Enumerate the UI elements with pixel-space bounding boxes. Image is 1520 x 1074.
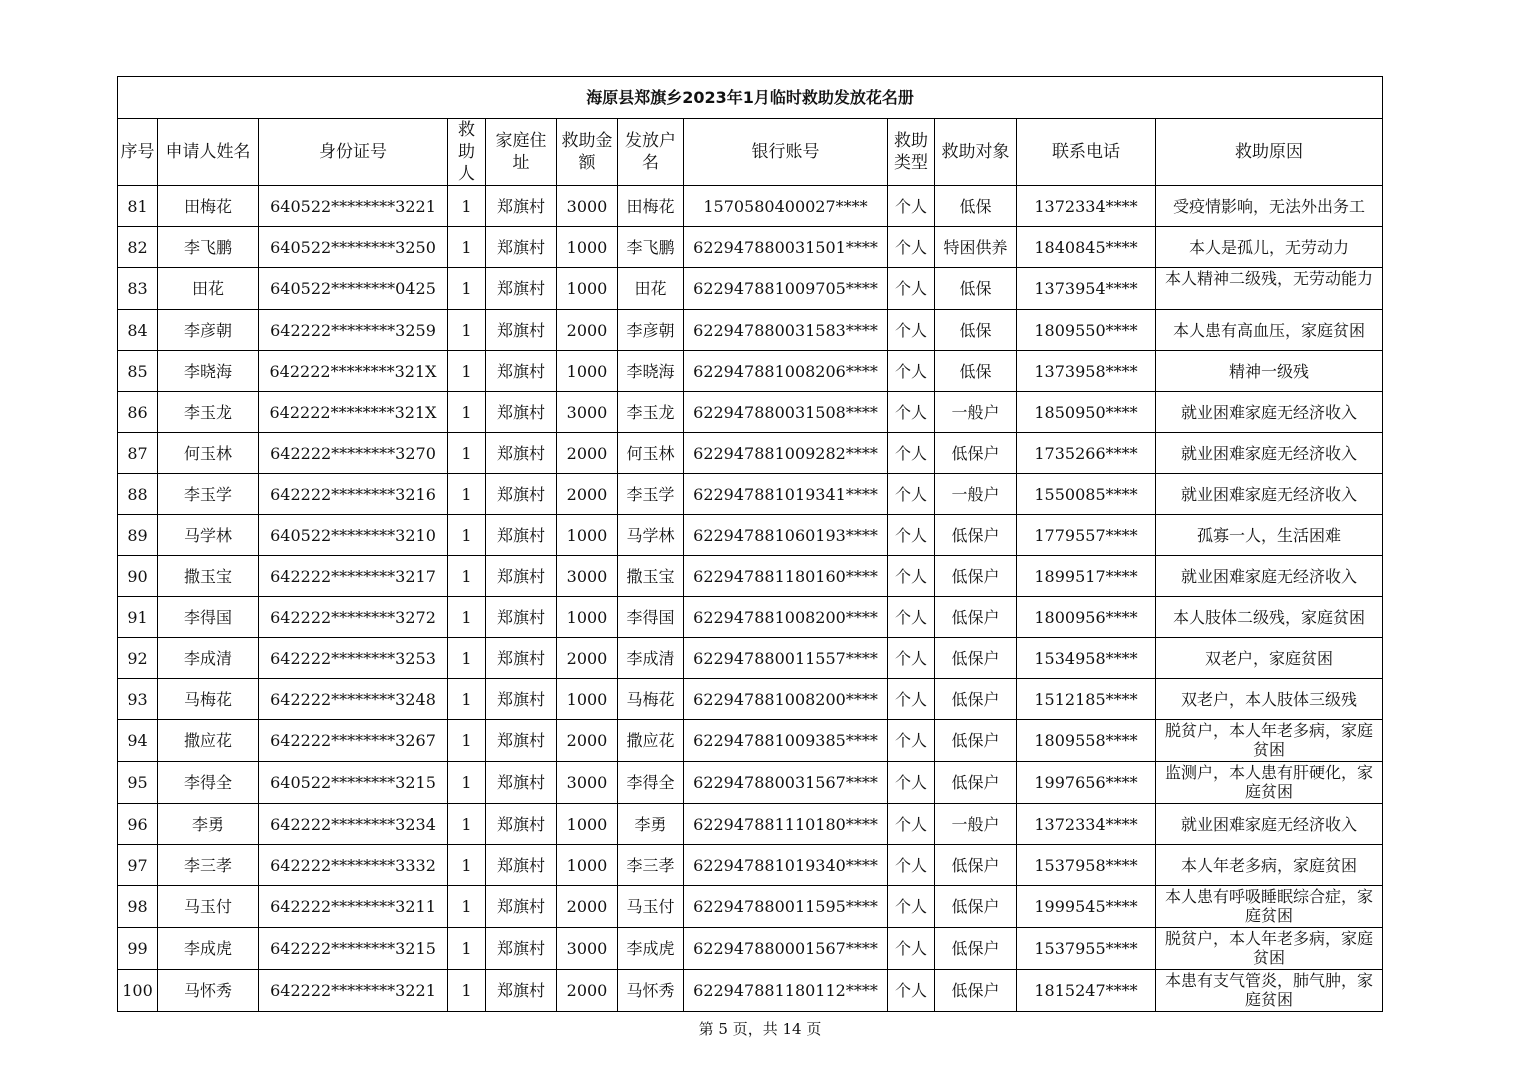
cell-relief-target: 特困供养 bbox=[935, 227, 1017, 268]
cell-reason bbox=[1156, 970, 1383, 1012]
cell-reason bbox=[1156, 556, 1383, 597]
cell-amount: 3000 bbox=[557, 186, 618, 227]
cell-recipient-count: 1 bbox=[448, 474, 486, 515]
cell-reason bbox=[1156, 268, 1383, 310]
header-applicant-name: 申请人姓名 bbox=[158, 119, 259, 186]
cell-applicant-name: 撒应花 bbox=[158, 720, 259, 762]
cell-recipient-count: 1 bbox=[448, 268, 486, 310]
cell-phone: 1840845**** bbox=[1017, 227, 1156, 268]
cell-bank-account: 622947881009705**** bbox=[684, 268, 888, 310]
cell-reason bbox=[1156, 638, 1383, 679]
cell-relief-target: 低保户 bbox=[935, 928, 1017, 970]
table-row bbox=[118, 186, 1383, 227]
cell-reason bbox=[1156, 227, 1383, 268]
cell-address: 郑旗村 bbox=[486, 970, 557, 1012]
cell-recipient-count: 1 bbox=[448, 970, 486, 1012]
cell-applicant-name: 李得国 bbox=[158, 597, 259, 638]
cell-reason bbox=[1156, 515, 1383, 556]
cell-account-holder: 马梅花 bbox=[618, 679, 684, 720]
cell-bank-account: 622947881019341**** bbox=[684, 474, 888, 515]
cell-id-number: 642222********3215 bbox=[259, 928, 448, 970]
cell-address: 郑旗村 bbox=[486, 351, 557, 392]
cell-relief-type: 个人 bbox=[888, 597, 935, 638]
cell-seq: 87 bbox=[118, 433, 158, 474]
cell-bank-account: 622947880011595**** bbox=[684, 886, 888, 928]
cell-phone: 1537958**** bbox=[1017, 845, 1156, 886]
cell-amount: 3000 bbox=[557, 556, 618, 597]
cell-phone: 1999545**** bbox=[1017, 886, 1156, 928]
cell-amount: 2000 bbox=[557, 886, 618, 928]
cell-applicant-name: 李飞鹏 bbox=[158, 227, 259, 268]
cell-account-holder: 田梅花 bbox=[618, 186, 684, 227]
cell-id-number: 642222********3221 bbox=[259, 970, 448, 1012]
cell-relief-type: 个人 bbox=[888, 638, 935, 679]
table-row bbox=[118, 556, 1383, 597]
cell-phone: 1997656**** bbox=[1017, 762, 1156, 804]
header-address: 家庭住址 bbox=[486, 119, 557, 186]
cell-amount: 3000 bbox=[557, 392, 618, 433]
cell-relief-target: 低保户 bbox=[935, 679, 1017, 720]
cell-address: 郑旗村 bbox=[486, 515, 557, 556]
cell-address: 郑旗村 bbox=[486, 556, 557, 597]
cell-phone: 1809550**** bbox=[1017, 310, 1156, 351]
cell-phone: 1550085**** bbox=[1017, 474, 1156, 515]
cell-id-number: 642222********3211 bbox=[259, 886, 448, 928]
cell-relief-type: 个人 bbox=[888, 970, 935, 1012]
table-row bbox=[118, 268, 1383, 310]
cell-account-holder: 撒玉宝 bbox=[618, 556, 684, 597]
cell-amount: 1000 bbox=[557, 268, 618, 310]
cell-reason bbox=[1156, 845, 1383, 886]
cell-applicant-name: 田花 bbox=[158, 268, 259, 310]
cell-bank-account: 622947881009282**** bbox=[684, 433, 888, 474]
cell-amount: 1000 bbox=[557, 845, 618, 886]
cell-applicant-name: 李得全 bbox=[158, 762, 259, 804]
cell-recipient-count: 1 bbox=[448, 351, 486, 392]
table-row bbox=[118, 804, 1383, 845]
cell-amount: 2000 bbox=[557, 720, 618, 762]
table-row bbox=[118, 845, 1383, 886]
reason-text: 本人年老多病，家庭贫困 bbox=[1181, 855, 1358, 875]
reason-text: 本人患有高血压，家庭贫困 bbox=[1173, 320, 1366, 340]
cell-amount: 1000 bbox=[557, 679, 618, 720]
cell-reason bbox=[1156, 186, 1383, 227]
header-id-number: 身份证号 bbox=[259, 119, 448, 186]
cell-relief-target: 低保户 bbox=[935, 515, 1017, 556]
cell-id-number: 642222********3248 bbox=[259, 679, 448, 720]
cell-bank-account: 622947880031508**** bbox=[684, 392, 888, 433]
cell-applicant-name: 马学林 bbox=[158, 515, 259, 556]
cell-relief-target: 低保户 bbox=[935, 556, 1017, 597]
cell-relief-type: 个人 bbox=[888, 227, 935, 268]
cell-seq: 92 bbox=[118, 638, 158, 679]
cell-id-number: 642222********3259 bbox=[259, 310, 448, 351]
cell-recipient-count: 1 bbox=[448, 845, 486, 886]
table-row bbox=[118, 227, 1383, 268]
cell-phone: 1512185**** bbox=[1017, 679, 1156, 720]
cell-account-holder: 李三孝 bbox=[618, 845, 684, 886]
cell-reason bbox=[1156, 928, 1383, 970]
cell-phone: 1373958**** bbox=[1017, 351, 1156, 392]
header-account-holder: 发放户名 bbox=[618, 119, 684, 186]
reason-text: 双老户，家庭贫困 bbox=[1205, 648, 1334, 668]
table-row bbox=[118, 597, 1383, 638]
cell-bank-account: 622947881008200**** bbox=[684, 597, 888, 638]
reason-text: 就业困难家庭无经济收入 bbox=[1181, 566, 1358, 586]
cell-phone: 1809558**** bbox=[1017, 720, 1156, 762]
cell-relief-target: 低保户 bbox=[935, 638, 1017, 679]
cell-amount: 3000 bbox=[557, 928, 618, 970]
reason-text: 精神一级残 bbox=[1229, 361, 1310, 381]
header-row bbox=[118, 119, 1383, 186]
table-row bbox=[118, 679, 1383, 720]
cell-address: 郑旗村 bbox=[486, 638, 557, 679]
cell-address: 郑旗村 bbox=[486, 928, 557, 970]
reason-text: 脱贫户，本人年老多病，家庭贫困 bbox=[1165, 929, 1374, 967]
table-row bbox=[118, 970, 1383, 1012]
table-row bbox=[118, 886, 1383, 928]
cell-id-number: 642222********3332 bbox=[259, 845, 448, 886]
cell-account-holder: 撒应花 bbox=[618, 720, 684, 762]
table-row bbox=[118, 310, 1383, 351]
cell-phone: 1779557**** bbox=[1017, 515, 1156, 556]
cell-recipient-count: 1 bbox=[448, 515, 486, 556]
cell-address: 郑旗村 bbox=[486, 392, 557, 433]
cell-account-holder: 李成虎 bbox=[618, 928, 684, 970]
cell-relief-target: 低保 bbox=[935, 310, 1017, 351]
table-row bbox=[118, 433, 1383, 474]
cell-bank-account: 622947880031501**** bbox=[684, 227, 888, 268]
cell-reason bbox=[1156, 720, 1383, 762]
cell-reason bbox=[1156, 597, 1383, 638]
reason-text: 本人精神二级残，无劳动能力 bbox=[1165, 269, 1374, 288]
cell-id-number: 640522********3221 bbox=[259, 186, 448, 227]
relief-roster-table bbox=[117, 76, 1383, 1012]
cell-bank-account: 622947881180160**** bbox=[684, 556, 888, 597]
cell-seq: 95 bbox=[118, 762, 158, 804]
cell-seq: 97 bbox=[118, 845, 158, 886]
cell-account-holder: 李晓海 bbox=[618, 351, 684, 392]
cell-relief-target: 低保户 bbox=[935, 970, 1017, 1012]
reason-text: 本人肢体二级残，家庭贫困 bbox=[1173, 607, 1366, 627]
cell-relief-type: 个人 bbox=[888, 762, 935, 804]
cell-relief-target: 低保户 bbox=[935, 597, 1017, 638]
cell-seq: 98 bbox=[118, 886, 158, 928]
cell-phone: 1537955**** bbox=[1017, 928, 1156, 970]
cell-amount: 2000 bbox=[557, 970, 618, 1012]
header-recipient-count: 救助人 bbox=[448, 119, 486, 186]
cell-applicant-name: 李三孝 bbox=[158, 845, 259, 886]
cell-seq: 82 bbox=[118, 227, 158, 268]
cell-bank-account: 622947880031583**** bbox=[684, 310, 888, 351]
cell-phone: 1815247**** bbox=[1017, 970, 1156, 1012]
table-row bbox=[118, 762, 1383, 804]
cell-address: 郑旗村 bbox=[486, 845, 557, 886]
cell-relief-type: 个人 bbox=[888, 433, 935, 474]
cell-bank-account: 622947881008200**** bbox=[684, 679, 888, 720]
cell-id-number: 642222********3270 bbox=[259, 433, 448, 474]
cell-relief-target: 一般户 bbox=[935, 392, 1017, 433]
cell-address: 郑旗村 bbox=[486, 474, 557, 515]
cell-relief-target: 低保户 bbox=[935, 720, 1017, 762]
cell-recipient-count: 1 bbox=[448, 804, 486, 845]
cell-bank-account: 622947881110180**** bbox=[684, 804, 888, 845]
cell-relief-target: 低保户 bbox=[935, 886, 1017, 928]
reason-text: 监测户，本人患有肝硬化，家庭贫困 bbox=[1165, 763, 1374, 801]
cell-recipient-count: 1 bbox=[448, 597, 486, 638]
header-relief-type: 救助类型 bbox=[888, 119, 935, 186]
cell-amount: 2000 bbox=[557, 310, 618, 351]
reason-text: 就业困难家庭无经济收入 bbox=[1181, 443, 1358, 463]
cell-bank-account: 622947881008206**** bbox=[684, 351, 888, 392]
cell-account-holder: 李彦朝 bbox=[618, 310, 684, 351]
cell-account-holder: 李玉龙 bbox=[618, 392, 684, 433]
cell-bank-account: 622947881019340**** bbox=[684, 845, 888, 886]
cell-recipient-count: 1 bbox=[448, 638, 486, 679]
cell-applicant-name: 李成清 bbox=[158, 638, 259, 679]
cell-bank-account: 622947880011557**** bbox=[684, 638, 888, 679]
cell-address: 郑旗村 bbox=[486, 433, 557, 474]
cell-phone: 1735266**** bbox=[1017, 433, 1156, 474]
cell-relief-target: 低保 bbox=[935, 351, 1017, 392]
cell-amount: 2000 bbox=[557, 433, 618, 474]
cell-seq: 90 bbox=[118, 556, 158, 597]
cell-account-holder: 马玉付 bbox=[618, 886, 684, 928]
cell-applicant-name: 李成虎 bbox=[158, 928, 259, 970]
cell-address: 郑旗村 bbox=[486, 720, 557, 762]
cell-applicant-name: 李玉学 bbox=[158, 474, 259, 515]
table-row bbox=[118, 638, 1383, 679]
cell-seq: 96 bbox=[118, 804, 158, 845]
cell-applicant-name: 马玉付 bbox=[158, 886, 259, 928]
cell-seq: 85 bbox=[118, 351, 158, 392]
cell-recipient-count: 1 bbox=[448, 227, 486, 268]
reason-text: 孤寡一人，生活困难 bbox=[1197, 525, 1342, 545]
cell-relief-type: 个人 bbox=[888, 186, 935, 227]
cell-amount: 2000 bbox=[557, 638, 618, 679]
cell-account-holder: 李玉学 bbox=[618, 474, 684, 515]
reason-text: 受疫情影响，无法外出务工 bbox=[1173, 196, 1366, 216]
cell-seq: 99 bbox=[118, 928, 158, 970]
cell-relief-target: 一般户 bbox=[935, 474, 1017, 515]
cell-id-number: 640522********0425 bbox=[259, 268, 448, 310]
cell-recipient-count: 1 bbox=[448, 886, 486, 928]
cell-bank-account: 622947881180112**** bbox=[684, 970, 888, 1012]
cell-relief-type: 个人 bbox=[888, 720, 935, 762]
cell-account-holder: 马学林 bbox=[618, 515, 684, 556]
cell-recipient-count: 1 bbox=[448, 679, 486, 720]
header-bank-account: 银行账号 bbox=[684, 119, 888, 186]
cell-id-number: 642222********3217 bbox=[259, 556, 448, 597]
header-relief-target: 救助对象 bbox=[935, 119, 1017, 186]
cell-address: 郑旗村 bbox=[486, 762, 557, 804]
cell-recipient-count: 1 bbox=[448, 928, 486, 970]
cell-id-number: 642222********321X bbox=[259, 351, 448, 392]
cell-recipient-count: 1 bbox=[448, 433, 486, 474]
cell-phone: 1373954**** bbox=[1017, 268, 1156, 310]
cell-account-holder: 马怀秀 bbox=[618, 970, 684, 1012]
cell-seq: 84 bbox=[118, 310, 158, 351]
cell-relief-type: 个人 bbox=[888, 679, 935, 720]
reason-text: 本人是孤儿，无劳动力 bbox=[1189, 237, 1350, 257]
cell-relief-type: 个人 bbox=[888, 515, 935, 556]
page-title: 海原县郑旗乡2023年1月临时救助发放花名册 bbox=[118, 77, 1383, 119]
table-row bbox=[118, 474, 1383, 515]
cell-applicant-name: 马怀秀 bbox=[158, 970, 259, 1012]
table-row bbox=[118, 515, 1383, 556]
reason-text: 本人患有呼吸睡眠综合症，家庭贫困 bbox=[1165, 887, 1374, 925]
cell-seq: 94 bbox=[118, 720, 158, 762]
cell-account-holder: 李勇 bbox=[618, 804, 684, 845]
cell-id-number: 642222********3216 bbox=[259, 474, 448, 515]
cell-phone: 1800956**** bbox=[1017, 597, 1156, 638]
cell-relief-target: 低保户 bbox=[935, 433, 1017, 474]
cell-relief-type: 个人 bbox=[888, 804, 935, 845]
cell-seq: 86 bbox=[118, 392, 158, 433]
cell-relief-type: 个人 bbox=[888, 886, 935, 928]
cell-address: 郑旗村 bbox=[486, 597, 557, 638]
reason-text: 就业困难家庭无经济收入 bbox=[1181, 484, 1358, 504]
cell-amount: 1000 bbox=[557, 227, 618, 268]
cell-reason bbox=[1156, 762, 1383, 804]
reason-text: 就业困难家庭无经济收入 bbox=[1181, 402, 1358, 422]
cell-amount: 1000 bbox=[557, 804, 618, 845]
cell-account-holder: 李得全 bbox=[618, 762, 684, 804]
cell-amount: 3000 bbox=[557, 762, 618, 804]
cell-account-holder: 李成清 bbox=[618, 638, 684, 679]
cell-relief-target: 低保 bbox=[935, 186, 1017, 227]
cell-address: 郑旗村 bbox=[486, 227, 557, 268]
cell-relief-target: 低保户 bbox=[935, 762, 1017, 804]
cell-seq: 91 bbox=[118, 597, 158, 638]
cell-phone: 1850950**** bbox=[1017, 392, 1156, 433]
cell-bank-account: 622947881009385**** bbox=[684, 720, 888, 762]
cell-applicant-name: 李晓海 bbox=[158, 351, 259, 392]
cell-amount: 1000 bbox=[557, 351, 618, 392]
header-reason: 救助原因 bbox=[1156, 119, 1383, 186]
cell-applicant-name: 何玉林 bbox=[158, 433, 259, 474]
cell-relief-type: 个人 bbox=[888, 928, 935, 970]
cell-reason bbox=[1156, 474, 1383, 515]
cell-amount: 1000 bbox=[557, 515, 618, 556]
cell-account-holder: 田花 bbox=[618, 268, 684, 310]
cell-recipient-count: 1 bbox=[448, 310, 486, 351]
cell-reason bbox=[1156, 433, 1383, 474]
cell-relief-type: 个人 bbox=[888, 268, 935, 310]
cell-seq: 81 bbox=[118, 186, 158, 227]
cell-relief-type: 个人 bbox=[888, 392, 935, 433]
cell-bank-account: 1570580400027**** bbox=[684, 186, 888, 227]
cell-applicant-name: 李勇 bbox=[158, 804, 259, 845]
table-body bbox=[118, 186, 1383, 1012]
cell-relief-target: 一般户 bbox=[935, 804, 1017, 845]
cell-seq: 88 bbox=[118, 474, 158, 515]
cell-id-number: 642222********3267 bbox=[259, 720, 448, 762]
cell-address: 郑旗村 bbox=[486, 679, 557, 720]
cell-bank-account: 622947880031567**** bbox=[684, 762, 888, 804]
cell-relief-type: 个人 bbox=[888, 474, 935, 515]
header-phone: 联系电话 bbox=[1017, 119, 1156, 186]
cell-reason bbox=[1156, 886, 1383, 928]
cell-seq: 100 bbox=[118, 970, 158, 1012]
cell-recipient-count: 1 bbox=[448, 720, 486, 762]
cell-account-holder: 李飞鹏 bbox=[618, 227, 684, 268]
cell-amount: 2000 bbox=[557, 474, 618, 515]
cell-reason bbox=[1156, 804, 1383, 845]
cell-id-number: 642222********3272 bbox=[259, 597, 448, 638]
cell-relief-type: 个人 bbox=[888, 310, 935, 351]
cell-id-number: 642222********3234 bbox=[259, 804, 448, 845]
cell-phone: 1372334**** bbox=[1017, 804, 1156, 845]
cell-phone: 1899517**** bbox=[1017, 556, 1156, 597]
cell-recipient-count: 1 bbox=[448, 186, 486, 227]
page-footer: 第 5 页，共 14 页 bbox=[698, 1020, 822, 1038]
cell-reason bbox=[1156, 310, 1383, 351]
cell-amount: 1000 bbox=[557, 597, 618, 638]
table-row bbox=[118, 351, 1383, 392]
cell-recipient-count: 1 bbox=[448, 556, 486, 597]
table-row bbox=[118, 720, 1383, 762]
cell-applicant-name: 李彦朝 bbox=[158, 310, 259, 351]
cell-address: 郑旗村 bbox=[486, 268, 557, 310]
cell-address: 郑旗村 bbox=[486, 886, 557, 928]
cell-id-number: 640522********3250 bbox=[259, 227, 448, 268]
cell-relief-type: 个人 bbox=[888, 845, 935, 886]
cell-applicant-name: 撒玉宝 bbox=[158, 556, 259, 597]
reason-text: 双老户，本人肢体三级残 bbox=[1181, 689, 1358, 709]
cell-address: 郑旗村 bbox=[486, 186, 557, 227]
cell-address: 郑旗村 bbox=[486, 804, 557, 845]
cell-id-number: 640522********3210 bbox=[259, 515, 448, 556]
cell-relief-type: 个人 bbox=[888, 556, 935, 597]
cell-recipient-count: 1 bbox=[448, 392, 486, 433]
cell-phone: 1534958**** bbox=[1017, 638, 1156, 679]
reason-text: 脱贫户，本人年老多病，家庭贫困 bbox=[1165, 721, 1374, 759]
cell-phone: 1372334**** bbox=[1017, 186, 1156, 227]
cell-seq: 89 bbox=[118, 515, 158, 556]
cell-reason bbox=[1156, 679, 1383, 720]
cell-relief-target: 低保户 bbox=[935, 845, 1017, 886]
cell-seq: 83 bbox=[118, 268, 158, 310]
cell-id-number: 642222********3253 bbox=[259, 638, 448, 679]
cell-seq: 93 bbox=[118, 679, 158, 720]
cell-id-number: 642222********321X bbox=[259, 392, 448, 433]
cell-address: 郑旗村 bbox=[486, 310, 557, 351]
cell-id-number: 640522********3215 bbox=[259, 762, 448, 804]
cell-relief-type: 个人 bbox=[888, 351, 935, 392]
cell-account-holder: 李得国 bbox=[618, 597, 684, 638]
cell-account-holder: 何玉林 bbox=[618, 433, 684, 474]
table-row bbox=[118, 928, 1383, 970]
cell-reason bbox=[1156, 392, 1383, 433]
cell-applicant-name: 李玉龙 bbox=[158, 392, 259, 433]
header-amount: 救助金额 bbox=[557, 119, 618, 186]
reason-text: 本患有支气管炎，肺气肿，家庭贫困 bbox=[1165, 971, 1374, 1009]
cell-reason bbox=[1156, 351, 1383, 392]
cell-applicant-name: 田梅花 bbox=[158, 186, 259, 227]
cell-bank-account: 622947880001567**** bbox=[684, 928, 888, 970]
cell-relief-target: 低保 bbox=[935, 268, 1017, 310]
cell-applicant-name: 马梅花 bbox=[158, 679, 259, 720]
reason-text: 就业困难家庭无经济收入 bbox=[1181, 814, 1358, 834]
cell-recipient-count: 1 bbox=[448, 762, 486, 804]
table-row bbox=[118, 392, 1383, 433]
cell-bank-account: 622947881060193**** bbox=[684, 515, 888, 556]
header-seq: 序号 bbox=[118, 119, 158, 186]
